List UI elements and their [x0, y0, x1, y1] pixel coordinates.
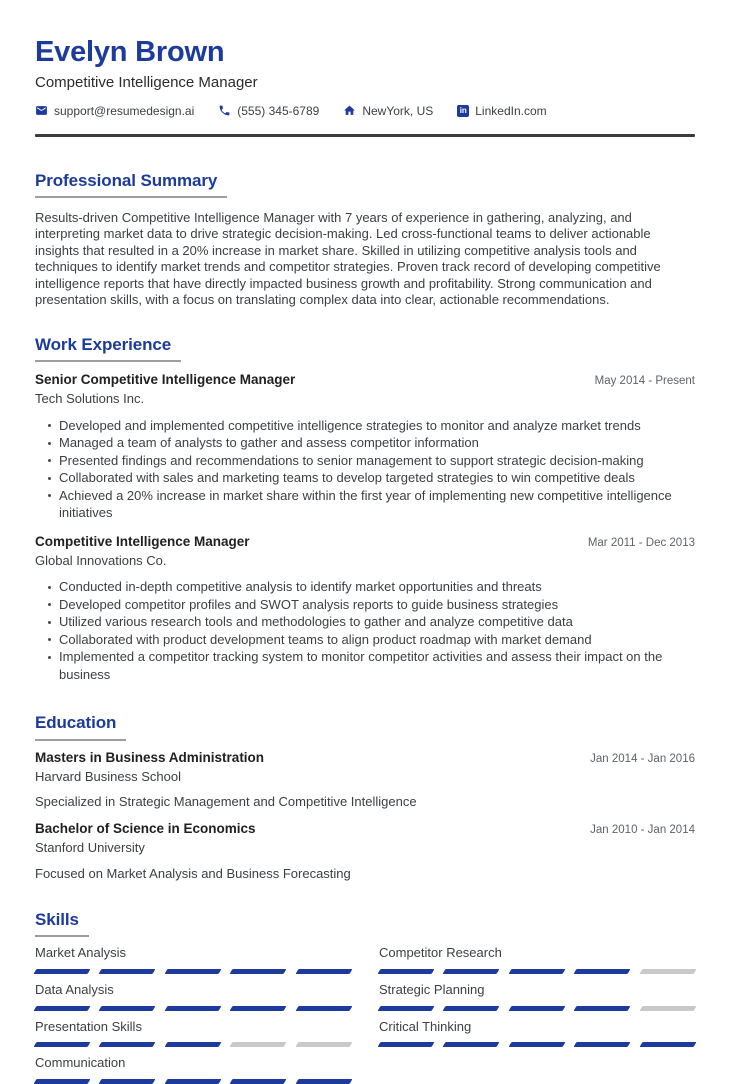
skill-segment [230, 969, 287, 974]
degree-title: Bachelor of Science in Economics [35, 821, 256, 837]
skill-segment [639, 1006, 696, 1011]
person-job-title: Competitive Intelligence Manager [35, 74, 258, 91]
degree-school: Harvard Business School [35, 768, 181, 784]
degree-head [35, 750, 695, 766]
skill-segment [574, 969, 631, 974]
job-company: Global Innovations Co. [35, 552, 167, 568]
skills-grid [35, 945, 695, 1083]
skill-label: Market Analysis [35, 945, 127, 961]
skill-bar [379, 1042, 695, 1047]
skill-segment [378, 969, 435, 974]
skill-item [379, 982, 695, 1011]
degree-entry [35, 821, 695, 882]
contact-linkedin [457, 104, 546, 118]
skill-label: Critical Thinking [379, 1018, 472, 1034]
section-heading-skills: Skills [35, 910, 89, 937]
job-title: Senior Competitive Intelligence Manager [35, 372, 296, 388]
skill-label: Communication [35, 1055, 126, 1071]
bullet-item: Presented findings and recommendations to senior management to support strategic decision-making [48, 452, 695, 470]
skill-segment [99, 969, 156, 974]
skill-segment [639, 1042, 696, 1047]
bullet-item: Developed competitor profiles and SWOT analysis reports to guide business strategies [48, 596, 695, 614]
skill-segment [443, 969, 500, 974]
bullet-item: Implemented a competitor tracking system to monitor competitor activities and assess their impact on the business [48, 648, 695, 683]
job-bullets [35, 417, 695, 522]
skill-bar [35, 1079, 351, 1084]
email-icon [35, 104, 48, 117]
bullet-item: Collaborated with product development teams to align product roadmap with market demand [48, 631, 695, 649]
section-summary [35, 171, 695, 309]
resume-header [35, 38, 695, 137]
skill-segment [34, 1006, 91, 1011]
bullet-item: Achieved a 20% increase in market share within the first year of implementing new competitive intelligence initiatives [48, 487, 695, 522]
summary-text: Results-driven Competitive Intelligence Manager with 7 years of experience in gathering, analyzing, and interpreting market data to drive strategic decision-making. Led cross-functional teams to deliver actionable insights that resulted in a 20% increase in market share. Skilled in utilizing competitive analysis tools and techniques to identify market trends and competitor strategies. Proven track record of developing competitive intelligence reports that have directly impacted business growth and profitability. Strong communication and presentation skills, with a focus on translating complex data into clear, actionable recommendations. [35, 209, 661, 308]
skill-item [35, 945, 351, 974]
skill-label: Strategic Planning [379, 981, 485, 997]
degree-list [35, 750, 695, 882]
bullet-item: Collaborated with sales and marketing teams to develop targeted strategies to win competitive deals [48, 469, 695, 487]
section-heading-education: Education [35, 713, 126, 740]
skill-segment [99, 1042, 156, 1047]
section-heading-summary: Professional Summary [35, 171, 227, 198]
phone-icon [218, 104, 231, 117]
section-education [35, 713, 695, 882]
contact-email [35, 104, 194, 118]
skill-label: Data Analysis [35, 981, 114, 997]
job-head [35, 534, 695, 550]
skill-item [35, 1055, 351, 1084]
skill-segment [34, 1042, 91, 1047]
contact-email-text: support@resumedesign.ai [54, 103, 195, 118]
skill-segment [508, 1006, 565, 1011]
contact-location-text: NewYork, US [362, 103, 434, 118]
skill-label: Competitor Research [379, 945, 502, 961]
contact-phone-text: (555) 345-6789 [237, 103, 320, 118]
bullet-item: Developed and implemented competitive intelligence strategies to monitor and analyze market trends [48, 417, 695, 435]
skill-item [379, 945, 695, 974]
skill-item [379, 1019, 695, 1048]
contact-location [343, 104, 433, 118]
header-divider [35, 134, 695, 137]
section-skills [35, 910, 695, 1084]
skill-segment [443, 1042, 500, 1047]
job-entry [35, 534, 695, 683]
skills-column [379, 945, 695, 1083]
skill-segment [639, 969, 696, 974]
skill-segment [99, 1079, 156, 1084]
skill-segment [378, 1006, 435, 1011]
skill-segment [164, 1079, 221, 1084]
skill-bar [379, 1006, 695, 1011]
skill-segment [574, 1042, 631, 1047]
skills-column [35, 945, 351, 1083]
skill-segment [164, 969, 221, 974]
skill-segment [230, 1079, 287, 1084]
degree-entry [35, 750, 695, 811]
job-date: May 2014 - Present [594, 375, 695, 388]
job-entry [35, 372, 695, 521]
degree-school: Stanford University [35, 840, 145, 856]
section-work-experience [35, 335, 695, 683]
home-icon [343, 104, 356, 117]
skill-segment [378, 1042, 435, 1047]
skill-bar [35, 1042, 351, 1047]
skill-segment [295, 1006, 352, 1011]
skill-segment [295, 1042, 352, 1047]
skill-label: Presentation Skills [35, 1018, 142, 1034]
skill-item [35, 1019, 351, 1048]
degree-title: Masters in Business Administration [35, 749, 265, 765]
skill-segment [508, 969, 565, 974]
skill-segment [230, 1042, 287, 1047]
job-head [35, 372, 695, 388]
job-list [35, 372, 695, 683]
skill-segment [443, 1006, 500, 1011]
skill-segment [164, 1006, 221, 1011]
contact-row [35, 104, 695, 118]
degree-note: Focused on Market Analysis and Business Forecasting [35, 865, 351, 881]
skill-segment [508, 1042, 565, 1047]
job-title: Competitive Intelligence Manager [35, 533, 250, 549]
skill-segment [574, 1006, 631, 1011]
skill-segment [34, 1079, 91, 1084]
bullet-item: Utilized various research tools and methodologies to gather and analyze competitive data [48, 613, 695, 631]
skill-segment [99, 1006, 156, 1011]
job-company: Tech Solutions Inc. [35, 391, 145, 407]
degree-date: Jan 2010 - Jan 2014 [590, 824, 695, 837]
job-date: Mar 2011 - Dec 2013 [587, 536, 695, 549]
skill-bar [35, 1006, 351, 1011]
skill-segment [164, 1042, 221, 1047]
job-bullets [35, 578, 695, 683]
contact-linkedin-text: LinkedIn.com [475, 103, 547, 118]
linkedin-icon: in [457, 105, 469, 117]
skill-bar [379, 969, 695, 974]
skill-segment [34, 969, 91, 974]
degree-date: Jan 2014 - Jan 2016 [590, 752, 695, 765]
skill-segment [230, 1006, 287, 1011]
contact-phone [218, 104, 319, 118]
person-name: Evelyn Brown [35, 36, 225, 68]
skill-item [35, 982, 351, 1011]
skill-segment [295, 969, 352, 974]
skill-bar [35, 969, 351, 974]
section-heading-work: Work Experience [35, 335, 181, 362]
bullet-item: Managed a team of analysts to gather and assess competitor information [48, 434, 695, 452]
bullet-item: Conducted in-depth competitive analysis to identify market opportunities and threats [48, 578, 695, 596]
degree-head [35, 821, 695, 837]
degree-note: Specialized in Strategic Management and Competitive Intelligence [35, 793, 417, 809]
skill-segment [295, 1079, 352, 1084]
